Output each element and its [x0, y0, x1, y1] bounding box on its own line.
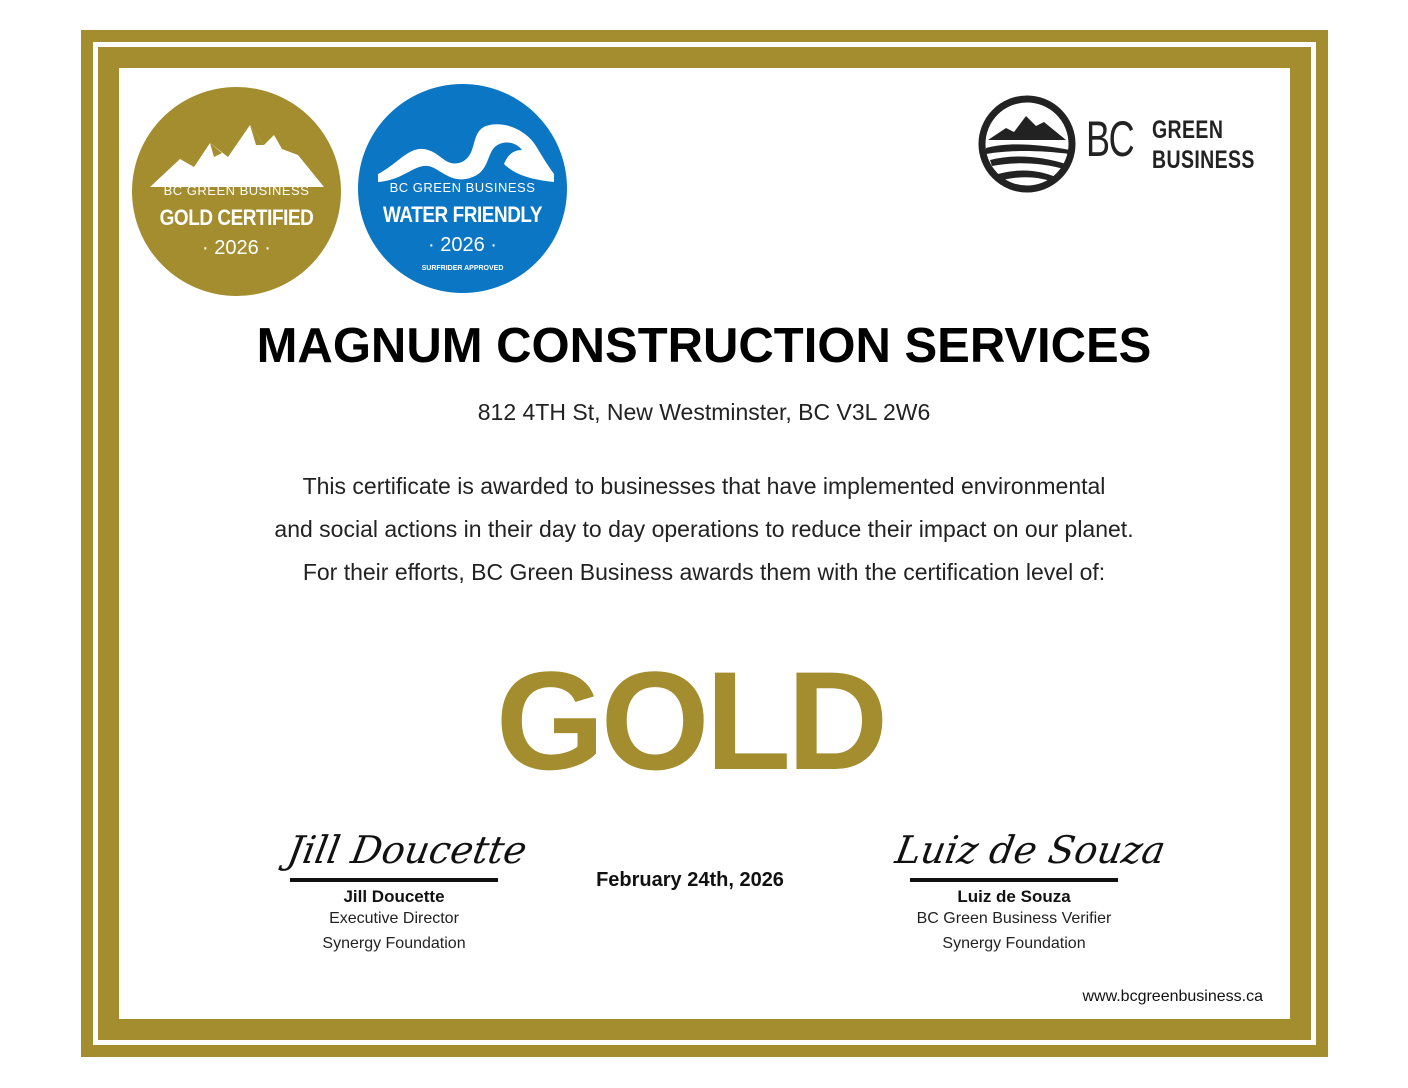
signature-right-title: BC Green Business Verifier	[916, 910, 1112, 927]
certificate-text-line-1: This certificate is awarded to businesses that have implemented environmental	[302, 473, 1106, 499]
badge-water-title: WATER FRIENDLY	[382, 202, 543, 227]
logo-word-business: BUSINESS	[1152, 146, 1255, 174]
certificate-text-line-3: For their efforts, BC Green Business awards them with the certification level of:	[302, 559, 1106, 585]
signature-right-name: Luiz de Souza	[957, 887, 1071, 906]
website-link[interactable]: www.bcgreenbusiness.ca	[1082, 988, 1263, 1005]
signature-right-org: Synergy Foundation	[942, 935, 1086, 952]
company-name: MAGNUM CONSTRUCTION SERVICES	[256, 319, 1152, 373]
logo-word-green: GREEN	[1152, 116, 1224, 144]
signature-left-org: Synergy Foundation	[322, 935, 466, 952]
bc-green-business-logo	[978, 94, 1268, 194]
badge-water-approval: SURFRIDER APPROVED	[421, 265, 504, 272]
certificate-date: February 24th, 2026	[596, 869, 784, 891]
signature-left-line	[290, 878, 498, 882]
badge-gold-year: · 2026 ·	[202, 237, 271, 259]
signature-left-script: Jill Doucette	[284, 828, 531, 872]
certificate-text-line-2: and social actions in their day to day operations to reduce their impact on our planet.	[274, 516, 1134, 542]
water-friendly-badge	[358, 84, 567, 293]
badge-water-year: · 2026 ·	[428, 234, 497, 256]
badge-gold-title: GOLD CERTIFIED	[159, 205, 314, 230]
signature-right-line	[910, 878, 1118, 882]
logo-bc-mark: BC	[1086, 111, 1134, 167]
signature-left-title: Executive Director	[329, 910, 459, 927]
mountain-field-icon	[978, 94, 1078, 194]
badge-water-org: BC GREEN BUSINESS	[389, 180, 536, 195]
signature-right-script: Luiz de Souza	[892, 828, 1169, 872]
gold-certified-badge	[132, 87, 341, 296]
company-address: 812 4TH St, New Westminster, BC V3L 2W6	[477, 399, 931, 425]
certification-level: GOLD	[495, 642, 885, 799]
badge-gold-org: BC GREEN BUSINESS	[163, 183, 310, 198]
signature-left-name: Jill Doucette	[343, 887, 445, 906]
